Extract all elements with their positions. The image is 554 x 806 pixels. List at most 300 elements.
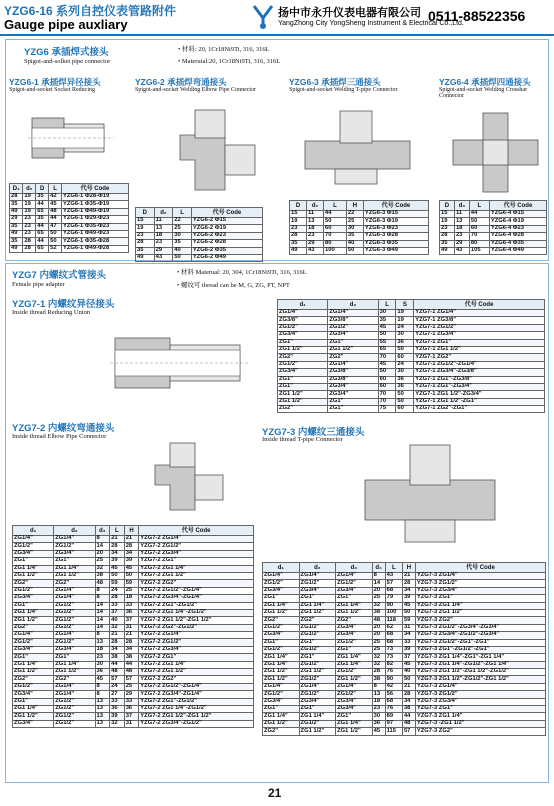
table-cell: ZG1/4" — [54, 595, 95, 602]
table-cell: 44 — [124, 661, 139, 668]
table-cell: 19 — [396, 310, 414, 317]
table-cell: 73 — [385, 646, 402, 653]
table-cell: ZG1/4" — [13, 632, 54, 639]
table-cell: ZG1" — [263, 639, 300, 646]
table-row — [13, 705, 254, 712]
yzg7-3-title: YZG7-3 内螺纹三通接头 — [262, 427, 365, 438]
table-cell: 29 — [154, 247, 173, 254]
table-cell: 28 — [10, 194, 23, 201]
table-cell: ZG1 1/4" — [263, 654, 300, 661]
table-cell: 34 — [110, 646, 125, 653]
table-cell: 23 — [23, 216, 36, 223]
table-cell: ZG1" — [263, 706, 300, 713]
table-cell: 8 — [372, 683, 385, 690]
table-cell: 50 — [396, 346, 414, 353]
table-cell: 60 — [469, 225, 489, 232]
table-cell: 25 — [346, 218, 363, 225]
table-cell: ZG1 1/2" — [54, 669, 95, 676]
table-cell: 76 — [385, 669, 402, 676]
table-cell: 30 — [173, 232, 192, 239]
table-cell: ZG1/2" — [263, 691, 300, 698]
table-cell: ZG1" — [336, 595, 373, 602]
table-cell: ZG3/4" — [263, 698, 300, 705]
table-cell: 70 — [378, 391, 396, 398]
table-cell: 23 — [23, 230, 36, 237]
table-cell: 19 — [136, 225, 155, 232]
table-cell: 28 — [372, 669, 385, 676]
table-cell: 8 — [372, 573, 385, 580]
yzg6-1-subtitle: Spigot-and-socket Socket Reducing — [9, 87, 95, 93]
column-header: d₂ — [54, 526, 95, 536]
table-cell: 73 — [385, 654, 402, 661]
table-cell: 24 — [110, 587, 125, 594]
table-cell: ZG1" — [278, 339, 328, 346]
table-cell: 18 — [307, 225, 324, 232]
table-cell: YZG6-2 Φ28 — [191, 240, 262, 247]
table-cell: ZG3/4" — [328, 332, 378, 339]
column-header: d₃ — [95, 526, 110, 536]
yzg6-2-title: YZG6-2 承插焊弯通接头 — [135, 77, 227, 87]
table-row — [13, 646, 254, 653]
table-cell: ZG1" — [299, 654, 336, 661]
column-header: H — [402, 563, 415, 573]
yzg6-4-table — [439, 200, 547, 255]
table-row — [263, 728, 546, 735]
table-cell: ZG1" — [54, 654, 95, 661]
table-cell: YZG6-1 Φ35-Φ28 — [61, 238, 128, 245]
column-header: d₀ — [307, 201, 324, 211]
table-cell: YZG7-3 ZG2" — [415, 728, 545, 735]
table-cell: ZG2" — [278, 354, 328, 361]
table-cell: ZG1" — [299, 595, 336, 602]
table-cell: ZG1 1/4" — [336, 602, 373, 609]
table-cell: 14 — [372, 580, 385, 587]
table-cell: 49 — [136, 254, 155, 261]
table-cell: YZG7-3 ZG1" — [415, 595, 545, 602]
table-cell: 21 — [124, 632, 139, 639]
table-cell: 43 — [307, 247, 324, 254]
table-cell: ZG1 1/4" — [13, 705, 54, 712]
yzg7-1-title: YZG7-1 内螺纹异径接头 — [12, 299, 115, 310]
yzg7-2-drawing — [150, 440, 230, 515]
table-cell: 18 — [124, 595, 139, 602]
table-cell: 33 — [110, 602, 125, 609]
table-cell: ZG2" — [263, 617, 300, 624]
table-cell: ZG1 1/2" — [299, 728, 336, 735]
table-cell: ZG3/4" — [328, 383, 378, 390]
table-row — [278, 383, 545, 390]
table-cell: 48 — [49, 208, 62, 215]
table-cell: ZG1" — [299, 706, 336, 713]
column-header: d₁ — [263, 563, 300, 573]
table-cell: 60 — [378, 376, 396, 383]
table-cell: YZG7-2 ZG1" — [139, 558, 254, 565]
table-cell: 13 — [307, 218, 324, 225]
table-cell: 39 — [402, 646, 415, 653]
column-header: d₄ — [372, 563, 385, 573]
table-row — [13, 536, 254, 543]
table-cell: 25 — [95, 558, 110, 565]
table-cell: ZG1/2" — [54, 713, 95, 720]
table-cell: 32 — [372, 602, 385, 609]
table-cell: 49 — [440, 247, 455, 254]
table-cell: 57 — [402, 728, 415, 735]
table-row — [290, 247, 429, 254]
table-cell: 19 — [440, 218, 455, 225]
table-cell: 13 — [95, 705, 110, 712]
table-cell: 80 — [324, 240, 347, 247]
table-cell: 28 — [124, 543, 139, 550]
table-cell: 28 — [110, 639, 125, 646]
table-cell: 36 — [372, 720, 385, 727]
table-cell: YZG6-4 Φ23 — [489, 225, 546, 232]
table-cell: ZG1/2" — [263, 624, 300, 631]
table-cell: 15 — [290, 211, 307, 218]
table-cell: 23 — [154, 240, 173, 247]
table-cell: 30 — [95, 661, 110, 668]
table-cell: YZG7-3 ZG1 1/2"-ZG1/2"-ZG1 1/2" — [415, 676, 545, 683]
table-cell: ZG3/4" — [13, 646, 54, 653]
table-cell: 23 — [95, 654, 110, 661]
table-cell: 50 — [173, 254, 192, 261]
table-cell: ZG3/4" — [13, 550, 54, 557]
table-row — [10, 245, 129, 252]
table-cell: ZG3/4" — [336, 698, 373, 705]
table-cell: 44 — [110, 661, 125, 668]
table-cell: ZG1 1/4" — [13, 565, 54, 572]
table-cell: ZG1" — [336, 646, 373, 653]
yzg7-subtitle: Female pipe adapter — [12, 281, 65, 288]
table-cell: 59 — [124, 580, 139, 587]
table-cell: ZG1/2" — [336, 639, 373, 646]
table-cell: 82 — [385, 661, 402, 668]
table-cell: ZG1 1/4" — [336, 654, 373, 661]
column-header: 代号 Code — [61, 184, 128, 194]
table-row — [13, 654, 254, 661]
table-cell: 27 — [110, 691, 125, 698]
table-cell: 40 — [402, 669, 415, 676]
table-row — [13, 698, 254, 705]
column-header: d₂ — [328, 300, 378, 310]
table-cell: 28 — [290, 233, 307, 240]
table-cell: ZG2" — [336, 617, 373, 624]
table-row — [13, 543, 254, 550]
table-cell: 50 — [124, 572, 139, 579]
table-cell: 50 — [402, 676, 415, 683]
column-header: D — [36, 184, 49, 194]
table-row — [263, 720, 546, 727]
table-cell: ZG2" — [13, 676, 54, 683]
yzg7-3-subtitle: Inside thread T-pipe Connector — [262, 436, 343, 443]
table-cell: ZG1" — [328, 339, 378, 346]
table-cell: 21 — [110, 632, 125, 639]
table-cell: ZG1" — [13, 602, 54, 609]
table-cell: ZG1/2" — [299, 676, 336, 683]
table-header-row — [13, 526, 254, 536]
table-cell: 31 — [402, 624, 415, 631]
table-cell: YZG6-3 Φ15 — [363, 211, 428, 218]
table-cell: YZG7-2 ZG1/2"-ZG1/4" — [139, 587, 254, 594]
table-cell: 50 — [378, 369, 396, 376]
series-title: Gauge pipe auxliary — [4, 17, 128, 32]
table-cell: YZG7-1 ZG3/8" — [414, 317, 545, 324]
table-cell: 62 — [385, 624, 402, 631]
table-cell: YZG7-1 ZG1" — [414, 339, 545, 346]
table-row — [278, 376, 545, 383]
table-cell: 34 — [124, 646, 139, 653]
table-row — [263, 609, 546, 616]
table-cell: 50 — [469, 218, 489, 225]
table-cell: 35 — [440, 240, 455, 247]
table-row — [13, 639, 254, 646]
table-cell: 23 — [136, 232, 155, 239]
yzg6-1-table — [9, 183, 129, 253]
table-row — [13, 713, 254, 720]
table-cell: 75 — [378, 406, 396, 413]
table-cell: 23 — [23, 223, 36, 230]
column-header: d₃ — [336, 563, 373, 573]
table-cell: 31 — [124, 720, 139, 727]
table-cell: ZG3/8" — [328, 317, 378, 324]
table-cell: 35 — [173, 240, 192, 247]
yzg6-2-drawing — [175, 105, 265, 195]
table-cell: 14 — [95, 624, 110, 631]
table-cell: YZG6-1 Φ49-Φ23 — [61, 230, 128, 237]
table-cell: 32 — [110, 624, 125, 631]
table-cell: 60 — [396, 354, 414, 361]
table-row — [263, 573, 546, 580]
table-cell: 40 — [346, 240, 363, 247]
table-row — [10, 194, 129, 201]
table-cell: ZG1 1/2" — [278, 398, 328, 405]
table-row — [136, 218, 263, 225]
column-header: D — [440, 201, 455, 211]
column-header: d₀ — [454, 201, 469, 211]
table-cell: 19 — [396, 317, 414, 324]
table-cell: YZG6-3 Φ19 — [363, 218, 428, 225]
table-cell: ZG2" — [299, 617, 336, 624]
table-cell: 49 — [290, 247, 307, 254]
table-cell: 38 — [372, 609, 385, 616]
table-cell: 49 — [10, 230, 23, 237]
table-cell: 65 — [36, 245, 49, 252]
table-cell: ZG2" — [54, 676, 95, 683]
table-cell: YZG7-1 ZG2"-ZG1" — [414, 406, 545, 413]
table-cell: 50 — [346, 247, 363, 254]
table-cell: 43 — [154, 254, 173, 261]
table-row — [278, 369, 545, 376]
table-cell: 19 — [23, 208, 36, 215]
table-cell: 23 — [307, 233, 324, 240]
table-cell: YZG6-4 Φ35 — [489, 240, 546, 247]
table-cell: YZG7-2 ZG1 1/4"-ZG1/2" — [139, 609, 254, 616]
table-cell: 44 — [36, 238, 49, 245]
table-cell: 13 — [372, 691, 385, 698]
table-cell: ZG1 1/4" — [13, 661, 54, 668]
table-cell: ZG1" — [54, 558, 95, 565]
column-header: L — [324, 201, 347, 211]
table-cell: 50 — [110, 572, 125, 579]
company-name-en: YangZhong City YongSheng Instrument & Electrical Co.,Ltd. — [278, 20, 464, 27]
table-cell: YZG7-3 ZG1" — [415, 706, 545, 713]
table-cell: 18 — [154, 232, 173, 239]
column-header: S — [396, 300, 414, 310]
table-header-row — [440, 201, 547, 211]
yzg6-1-title: YZG6-1 承插焊异径接头 — [9, 77, 101, 87]
table-cell: ZG1/4" — [278, 310, 328, 317]
table-cell: 100 — [324, 247, 347, 254]
table-cell: 35 — [10, 238, 23, 245]
table-row — [136, 240, 263, 247]
table-cell: ZG1/2" — [299, 580, 336, 587]
page-number: 21 — [268, 786, 282, 800]
column-header: H — [124, 526, 139, 536]
table-header-row — [10, 184, 129, 194]
table-cell: 11 — [154, 218, 173, 225]
table-cell: ZG1 1/4" — [54, 565, 95, 572]
table-cell: YZG6-1 Φ29-Φ23 — [61, 216, 128, 223]
table-cell: 48 — [95, 580, 110, 587]
table-cell: 38 — [372, 676, 385, 683]
yzg7-title: YZG7 内螺纹式管接头 — [12, 270, 106, 281]
table-cell: 43 — [454, 247, 469, 254]
table-cell: 20 — [372, 624, 385, 631]
table-cell: YZG6-2 Φ15 — [191, 218, 262, 225]
table-cell: 34 — [402, 632, 415, 639]
table-cell: ZG1 1/2" — [263, 676, 300, 683]
table-cell: ZG1/4" — [13, 536, 54, 543]
column-header: 代号 Code — [363, 201, 428, 211]
table-cell: ZG1/2" — [54, 543, 95, 550]
table-cell: 57 — [110, 676, 125, 683]
table-cell: YZG7-1 ZG1/2"-ZG1/4" — [414, 361, 545, 368]
table-cell: 55 — [378, 339, 396, 346]
table-row — [278, 332, 545, 339]
table-cell: YZG7-2 ZG1/4" — [139, 632, 254, 639]
table-cell: YZG7-2 ZG1/2"-ZG1/4" — [139, 683, 254, 690]
table-cell: 40 — [110, 617, 125, 624]
yzg6-material-cn: • 材料: 20, 1Cr18Ni9Ti, 316, 316L — [178, 46, 270, 53]
table-cell: YZG7-3 ZG1/4" — [415, 683, 545, 690]
yzg7-2-table — [12, 525, 254, 728]
table-cell: 25 — [173, 225, 192, 232]
table-row — [278, 361, 545, 368]
table-cell: 29 — [10, 216, 23, 223]
table-row — [13, 587, 254, 594]
table-cell: ZG1" — [328, 398, 378, 405]
table-cell: YZG7-1 ZG1/4" — [414, 310, 545, 317]
table-cell: ZG1/4" — [263, 573, 300, 580]
table-cell: 30 — [396, 332, 414, 339]
table-cell: 36 — [124, 609, 139, 616]
table-cell: 80 — [469, 240, 489, 247]
yzg7-2-subtitle: Inside thread Elbow Pipe Connector — [12, 433, 107, 440]
table-cell: 35 — [10, 223, 23, 230]
table-cell: 49 — [10, 208, 23, 215]
table-cell: YZG6-4 Φ15 — [489, 211, 546, 218]
table-cell: 65 — [36, 230, 49, 237]
table-cell: 50 — [49, 230, 62, 237]
table-cell: ZG1/2" — [54, 705, 95, 712]
table-cell: 59 — [402, 617, 415, 624]
table-cell: ZG3/8" — [328, 369, 378, 376]
table-cell: 20 — [372, 632, 385, 639]
yzg6-1-drawing — [24, 98, 124, 178]
table-cell: 20 — [372, 587, 385, 594]
table-cell: YZG7-2 ZG1 1/4" — [139, 661, 254, 668]
table-row — [10, 216, 129, 223]
table-cell: 21 — [402, 683, 415, 690]
table-cell: 68 — [385, 632, 402, 639]
table-cell: 100 — [385, 609, 402, 616]
table-row — [278, 339, 545, 346]
yzg6-4-subtitle: Spigot-and-socket Welding Crosshar Connector — [439, 87, 528, 99]
table-cell: 35 — [36, 216, 49, 223]
yzg6-subtitle: Spigot-and-solket pipe connector — [24, 58, 111, 65]
table-cell: ZG1" — [13, 558, 54, 565]
table-cell: 28 — [124, 639, 139, 646]
table-cell: 48 — [402, 720, 415, 727]
table-cell: ZG3/4" — [336, 624, 373, 631]
table-cell: ZG1 1/2" — [13, 669, 54, 676]
table-cell: ZG1/2" — [54, 624, 95, 631]
table-row — [263, 595, 546, 602]
column-header: L — [385, 563, 402, 573]
column-header: L — [173, 208, 192, 218]
table-cell: 68 — [385, 698, 402, 705]
table-header-row — [136, 208, 263, 218]
table-cell: YZG7-3 ZG1 1/4"-ZG1/2"-ZG1 1/4" — [415, 661, 545, 668]
table-cell: YZG7-1 ZG1/2" — [414, 324, 545, 331]
table-cell: 32 — [372, 654, 385, 661]
table-cell: ZG1 1/2" — [263, 720, 300, 727]
table-cell: YZG7-2 ZG1"-ZG1/2" — [139, 602, 254, 609]
table-cell: 25 — [372, 595, 385, 602]
table-cell: YZG6-1 Φ35-Φ23 — [61, 223, 128, 230]
column-header: L — [469, 201, 489, 211]
table-cell: YZG7-2 ZG2"-ZG1/2" — [139, 624, 254, 631]
table-cell: 21 — [402, 573, 415, 580]
table-row — [278, 354, 545, 361]
table-cell: ZG1/4" — [299, 573, 336, 580]
table-cell: YZG6-1 Φ49-Φ28 — [61, 245, 128, 252]
table-cell: 90 — [385, 602, 402, 609]
table-cell: ZG1/2" — [299, 624, 336, 631]
table-cell: YZG7-2 ZG3/4"-ZG1/4" — [139, 595, 254, 602]
table-cell: 79 — [385, 595, 402, 602]
yzg6-4-title: YZG6-4 承插焊四通接头 — [439, 77, 531, 87]
table-cell: 44 — [36, 201, 49, 208]
table-cell: ZG1 1/4" — [54, 661, 95, 668]
table-cell: YZG7-3 -ZG1 1/2" — [415, 720, 545, 727]
table-cell: ZG3/4" — [13, 720, 54, 727]
table-cell: ZG2" — [54, 580, 95, 587]
table-cell: 34 — [124, 550, 139, 557]
column-header: L — [49, 184, 62, 194]
table-cell: 48 — [372, 617, 385, 624]
table-cell: 39 — [110, 713, 125, 720]
table-cell: 34 — [110, 550, 125, 557]
table-row — [13, 595, 254, 602]
table-cell: YZG7-1 ZG3/4"-ZG3/8" — [414, 369, 545, 376]
table-cell: 25 — [372, 646, 385, 653]
table-row — [278, 406, 545, 413]
column-header: 代号 Code — [415, 563, 545, 573]
table-cell: YZG7-1 ZG2" — [414, 354, 545, 361]
table-cell: 13 — [454, 218, 469, 225]
table-row — [136, 254, 263, 261]
table-cell: YZG7-3 ZG1 1/2"-ZG1 1/2"-ZG1/2" — [415, 669, 545, 676]
